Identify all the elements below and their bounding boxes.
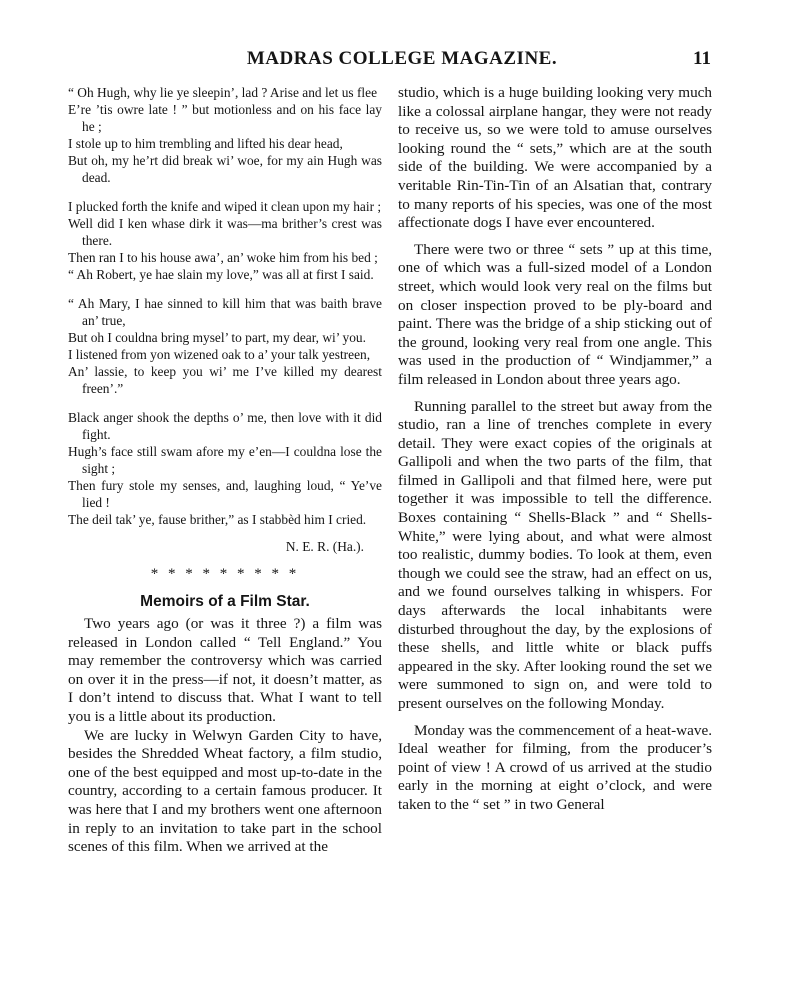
article-paragraph: Monday was the commencement of a heat-wave. Ideal weather for filming, from the producer’s point of view ! A crowd of us arrived at the studio early in the morning at eight o’clock, and were taken to the “ set ” in two General — [398, 721, 712, 813]
poem-line: But oh, my he’rt did break wi’ woe, for my ain Hugh was dead. — [68, 153, 382, 185]
poem-line: I plucked forth the knife and wiped it clean upon my hair ; — [68, 199, 382, 214]
poem-line: An’ lassie, to keep you wi’ me I’ve killed my dearest freen’.” — [68, 364, 382, 396]
section-separator: * * * * * * * * * — [150, 566, 300, 582]
poem-line: The deil tak’ ye, fause brither,” as I stabbèd him I cried. — [68, 512, 367, 527]
article-paragraph: We are lucky in Welwyn Garden City to have, besides the Shredded Wheat factory, a film studio, one of the best equipped and most up-to-date in the country, according to a certain famous producer. It was here that I and my brothers went one afternoon in reply to an invitation to take part in the school scenes of this film. When we arrived at the — [68, 726, 382, 856]
article-paragraph: Running parallel to the street but away from the studio, ran a line of trenches complete in every detail. They were exact copies of the originals at Gallipoli and when the two parts of the film, that filmed in Gallipoli and that filmed here, were put together it was impossible to tell the difference. Boxes containing “ Shells-Black ” and “ Shells-White,” were lying about, and what were almost too realistic, dummy bodies. To look at them, even though we could see the straw, had an effect on us, and we found ourselves talking in whispers. For days afterwards the local inhabitants were disturbed throughout the day, by the explosions of these shells, and little white or black puffs appeared in the sky. After looking round the set we were summoned to sign on, and were told to present ourselves on the following Monday. — [398, 397, 712, 712]
poem-line: I listened from yon wizened oak to a’ your talk yestreen, — [68, 347, 371, 362]
running-header-title: MADRAS COLLEGE MAGAZINE. — [246, 48, 558, 69]
poem-line: Then fury stole my senses, and, laughing loud, “ Ye’ve lied ! — [68, 478, 382, 510]
poem-stanza — [68, 295, 382, 397]
article-paragraph-continued: studio, which is a huge building looking very much like a colossal airplane hangar, they were not ready to receive us, so we were told to amuse ourselves looking round the “ sets,” which are at the south side of the building. We were accompanied by a veritable Rin-Tin-Tin of an Alsatian that, contrary to many reports of his species, was one of the most affectionate dogs I have ever encountered. — [398, 84, 712, 232]
poem-line: Hugh’s face still swam afore my e’en—I couldna lose the sight ; — [68, 444, 382, 476]
poem-stanza — [68, 409, 382, 528]
poem — [68, 84, 382, 528]
poem-line: “ Ah Mary, I hae sinned to kill him that was baith brave an’ true, — [68, 296, 382, 328]
poem-line: Then ran I to his house awa’, an’ woke him from his bed ; — [68, 250, 378, 265]
poem-signature: N. E. R. (Ha.). — [285, 539, 364, 554]
poem-line: “ Ah Robert, ye hae slain my love,” was all at first I said. — [68, 267, 374, 282]
poem-line: Black anger shook the depths o’ me, then love with it did fight. — [68, 410, 382, 442]
poem-stanza — [68, 84, 382, 186]
page-number: 11 — [693, 48, 711, 69]
left-column — [68, 84, 382, 857]
article-paragraph: There were two or three “ sets ” up at this time, one of which was a full-sized model of a London street, which would look very real on the films but on closer inspection proved to be ply-board and paint. There was the bridge of a ship sticking out of the ground, looking very real from one angle. This was used in the production of “ Windjammer,” a film released in London about three years ago. — [398, 240, 712, 388]
poem-line: “ Oh Hugh, why lie ye sleepin’, lad ? Arise and let us flee — [68, 85, 378, 100]
article-paragraph: Two years ago (or was it three ?) a film was released in London called “ Tell England.” You may remember the controversy which was carried on over it in the press—if not, it doesn’t matter, as I don’t intend to discuss that. What I want to tell you is a little about its production. — [68, 615, 382, 725]
article-title: Memoirs of a Film Star. — [140, 593, 310, 610]
poem-line: But oh I couldna bring mysel’ to part, my dear, wi’ you. — [68, 330, 366, 345]
poem-line: Well did I ken whase dirk it was—ma brither’s crest was there. — [68, 216, 382, 248]
right-column — [398, 84, 712, 815]
poem-stanza — [68, 198, 382, 283]
poem-line: I stole up to him trembling and lifted his dear head, — [68, 136, 343, 151]
poem-line: E’re ’tis owre late ! ” but motionless and on his face lay he ; — [68, 102, 382, 134]
